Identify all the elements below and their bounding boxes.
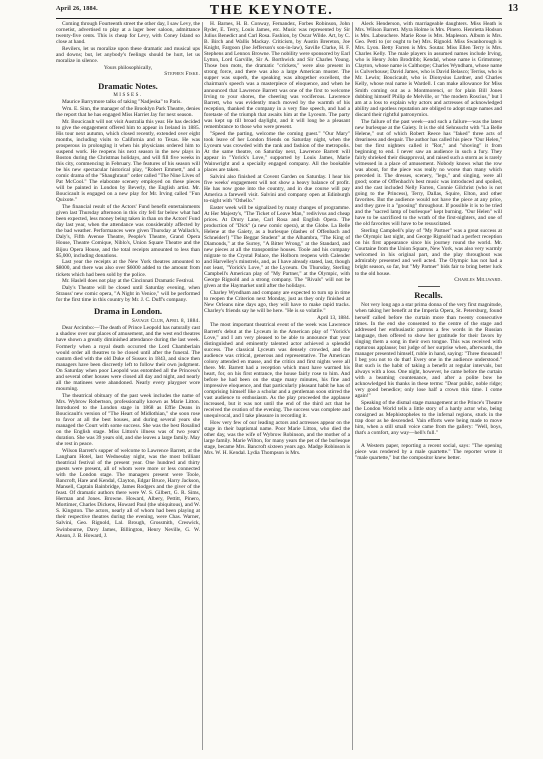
recalls-body	[355, 302, 502, 399]
separator	[418, 286, 440, 287]
article-paragraph: Wm. E. Sinn, the manager of the Brooklyn Park Theatre, denies the report that he has engaged Miss Harriet Jay for next season.	[56, 105, 200, 118]
article-paragraph: Not very long ago a star prima donna of the very first magnitude, when taking her benefit at the Imperia Opera, St. Petersburg, found herself called before the curtain more than twenty consecutive times. In the end she consented to the centre of the stage and addressed her enthusiastic patrons a few words in the Russian language, then offered to show her gratitude for their favors by singing them a song in their own tongue. This was received with rapturous applause; but judge of her surprise when, afterwards, the manager presented himself, ruble in hand, saying: "Three thousand! I beg you not to do that! Every one in the audience understood." But such is the habit of taking a benefit at regular intervals, but always with a loss. One night, however, he came before the curtain with a beaming countenance, and after a polite bow he acknowledged his thanks in these terms: "Dear public, noble ridge; very good benedice; only lose half a crown this time. I come again!"	[355, 302, 502, 400]
article-paragraph: The failure of the past week—and such a failure—was the latest new burlesque at the Gaiety. It is the old Sehnsucht with "La Belle Helene," out of which Robert Reece has "faked" three acts of dreariness and despair. The author has called his piece "Our Helen," but the first nighters called it "Rot," and "shoving" it from beginning to end. I never saw an audience in such a fury. They fairly shrieked their disapproval, and raised such a storm as is rarely witnessed in a place of amusement. Nobody knows what the row was about, for the piece was really no worse than many which preceded it. The dresses, scenery, "legs," and singing, were all good; some of Offenbach's best music was introduced and spoiled, and the cast included Nelly Farren, Connie Gilchrist (who is not going to the Princess), Terry, Dallas, Squire, Elton, and other favorites. But the audience would not have the piece at any price, and they gave it a "goosing" throughout. If possible it is to be tried and the "sacred lamp of burlesque" kept burning. "Our Helen" will have to be sacrificed to the wrath of the first-nighters, and one of the old favorites will have to be resuscitated.	[355, 118, 502, 228]
drama-in-london-continued	[204, 21, 350, 314]
column-3	[355, 21, 502, 752]
column-divider	[202, 22, 203, 750]
drama-in-london-continued-3	[355, 21, 502, 277]
section-subheading: MISSES.	[113, 92, 143, 98]
column-divider	[352, 22, 353, 750]
article-paragraph: Salvini also finished at Covent Garden on Saturday. I hear his five weeks' engagement will not show a heavy balance of profit. He has now gone into the country, and in due course will pay America a farewell visit. Salvini and company open at Edinburgh to-night with "Othello."	[204, 173, 350, 204]
article-paragraph: Charley Wyndham and company are expected to turn up in time to reopen the Criterion next Monday, just as they only finished at New Orleans nine days ago, they will have to make rapid tracks. Charley's friends say he will be here. "He is so volatile."	[204, 290, 350, 315]
section-heading-recalls: Recalls.	[414, 290, 443, 301]
separator	[418, 439, 440, 440]
article-paragraph: Last year the receipts at the New York theatres amounted to $8000, and there was also over $6000 added to the amount from tickets which had been sold by the police.	[56, 259, 200, 278]
article-paragraph: Sterling Campbell's play of "My Partner" was a great success at the Olympic last night, and George Rignold had a perfect reception on his first appearance since his journey round the world. Mr. Courtaine from the Union Square, New York, was also very warmly welcomed in his original part, and the play throughout was admirably presented and well acted. The Olympic has not had a bright season, so far, but "My Partner" bids fair to bring better luck to the old house.	[355, 228, 502, 277]
article-paragraph: Maurice Barrymore talks of taking "Nadjeska" to Paris.	[62, 99, 182, 106]
signature: Charles Millward.	[454, 277, 502, 284]
letter-dateline: Savage Club, April 8, 1884.	[131, 318, 200, 325]
article-paragraph: Mr. Boucicault will not visit Australia this year. He has decided to give the engagement offered him to appear in Ireland in 1885. His tour next autumn, which closed recently, extended over eight months, including visits to California and to Texas. He was prosperous in prolonging it when his physicians ordered him to suspend work. He reopens his next season in the new plays in Boston during the Christmas holidays, and will fill five weeks in this city, commencing in February. The features of his season will be his new spectacular historical play, "Robert Emmett," and a comic drama of the "Shaughraun" order called "The Nine Lives of Pat McCool." The elaborate scenery employed on these pieces will be painted in London by Beverly, the English artist. Mr. Boucicault is engaged on a new play for Mr. Irving called "Fun Quixote."	[56, 118, 200, 204]
article-paragraph: Daly's Theatre will be closed until Saturday evening, when Strauss' new comic opera, "A Night in Venice," will be performed for the first time in this country by Mr. J. C. Duff's company.	[56, 285, 200, 304]
article-paragraph: Speaking of the dismal stage management at the Prince's Theatre the London World tells a little story of a hardy actor who, being consigned as Mephistopheles to the infernal regions, stuck in the trap door as he descended. Vain efforts were being made to move him, when a still small voice came from the gallery: "Well, boys, that's a comfort, any way—hell's full."	[355, 399, 502, 437]
drama-in-london-body	[56, 325, 200, 538]
article-paragraph: Coming through Fourteenth street the other day, I saw Levy, the cornetist, advertised to play at a lager beer saloon, admittance twenty-five cents. This is cheap for Levy, with Coney Island so close at hand.	[56, 21, 200, 46]
page-number: 13	[508, 3, 518, 14]
article-paragraph: How very few of our leading actors and actresses appear on the stage in their baptismal name. Poor Marie Litton, who died the other day, was the wife of Wybrow Robinson, and the mother of a large family. Marie Wilton, for many years the pet of the burlesque stage, became Mrs. Bancroft sixteen years ago. Madge Robinson is Mrs. W. H. Kendal. Lydia Thompson is Mrs.	[204, 420, 350, 457]
article-paragraph: Aleck Henderson, with marriageable daughters. Miss Heath is Mrs. Wilson Barrett. Myra Holme is Mrs. Pinero. Henrietta Hodson is Mrs. Labouchere. Marie Rose is Mrs. Mapleson. Album is Mrs. Geo. Petti to (or ought to be) Mrs. Rignold. Miss Swanborough is Mrs. Lyon. Betty Farren is Mrs. Soutar. Miss Ellen Terry is Mrs. Charles Kelly. The male players in assumed names include Irving, who is Henry John Brodribb; Kendal, whose name is Grimstone; Clayton, whose name is Calthorpe; Charles Wyndham, whose name is Culverhouse; David James, who is David Belasco; Terriss, who is Mr. Lewin; Boucicault, who is Dionysius Lardner, and Charles Kelly, whose real name is Wardell. I can make allowance for Miss Smith coming out as a Montmorenci, or for plain Bill Jones dubbing himself Philip de Melville, or "the modern Roscius," but I am at a loss to explain why actors and actresses of acknowledged ability and spotless reputation are obliged to adopt stage names and discard their rightful patronymics.	[355, 21, 502, 118]
article-paragraph: Dear Arcimbo:—The death of Prince Leopold has naturally cast a shadow over our places of amusement, and the west end theatres have shown a greatly diminished attendance during the last week. Formerly when a royal death occurred the Lord Chamberlain would order all theatres to be closed until after the funeral. The custom died with the old Duke of Sussex in 1843, and since then managers have been discreetly left to follow their own judgment. On Saturday when poor Leopold was entombed all the Princess's and several other houses were closed all day and night, and nearly all the matinees were abandoned. Nearly every playgoer wore mourning.	[56, 325, 200, 392]
section-heading-dramatic-notes: Dramatic Notes.	[98, 80, 158, 91]
dramatic-notes-list	[56, 99, 200, 303]
signature: Stephen Fiske.	[164, 71, 200, 78]
article-paragraph: Revilers, let us moralize upon these dramatic and musical ups and downs; but, let anybody's feelings should be hurt, let us moralize in silence.	[56, 45, 200, 65]
letter-dateline: April 13, 1884.	[317, 315, 350, 322]
article-paragraph: The theatrical obituary of the past week includes the name of Mrs. Wybrow Robertson, professionally known as Marie Litton. Introduced to the London stage in 1868 as Effie Deans in Boucicault's version of "The Heart of Midlothian," she soon rose to favor at all the best houses, and during several years she managed the Court with some success. She was the best Rosalind on the English stage. Miss Litton's illness was of two years' duration. She was 39 years old, and she leaves a large family. May she rest in peace.	[56, 392, 200, 448]
section-heading-drama-in-london: Drama in London.	[93, 306, 163, 317]
article-paragraph: H. Barnes, H. B. Conway, Fernandez, Forbes Robinson, John Ryder, E. Terry, Louis James, etc. Music was represented by Sir Julius Benedict and Carl Rosa. Fashion, by Oscar Wilde. Art, by C. B. Birch and Wallis Mackay. Criticism, by Austin Brereton, Joe Knight, Fargoon (Joe Jefferson's son-in-law), Saville Clarke, H. F. Stephens and Lennox Browne. The nobility were sponsored by Earl Lytton, Lord Garville, Sir A. Borthwick and Sir Charles Young. Those bon mots, the dramatic "crickets," were also present in strong force, and there was also a large American muster. The supper was superb, the speaking was altogether excellent, the chairman's speech was a masterpiece of eloquence, and when he announced that Lawrence Barrett was one of the first to welcome Irving to your shores, the cheering was vociferous. Lawrence Barrett, who was evidently much moved by the warmth of his reception, thanked the company in a very fine speech, and had a foretaste of the triumph that awaits him at the Lyceum. The party was kept up till broad daylight, and it will long be a pleasant remembrance to those who were present.	[204, 21, 350, 130]
article-paragraph: A Western paper, reporting a recent social, says: "The opening piece was rendered by a male quartette." The reporter wrote it "male quartette," but the compositor knew better.	[355, 443, 502, 462]
article-paragraph: The most important theatrical event of the week was Lawrence Barrett's debut at the Lyceum in the American play of "Yorick's Love," and I am very pleased to be able to announce that your distinguished and eminently talented actor achieved a splendid success. The classical Lyceum was densely crowded, and the audience was critical, generous and representative. The American colony attended en masse, and the critics and first nights were all there. Mr. Barrett had a reception which must have warmed his heart, for, on his first entrance, the house fairly rose to him. And before he had been on the stage many minutes, his fine and impressive eloquence, and that particularly pleasant habit he has of comprising himself like a scholar and a gentleman soon stirred the vast audience to enthusiasm. As the play proceeded the applause increased, but it was not until the end of the third act that he received the ovation of the evening. The success was complete and unequivocal, and I take pleasure in recording it.	[204, 322, 350, 420]
article-paragraph: "Speed the parting, welcome the coming guest." "Our Mary" took leave of her London friends on Saturday night, when the Lyceum was crowded with the rank and fashion of the metropolis. At the same theatre, on Saturday next, Lawrence Barrett will appear in "Yorick's Love," supported by Louis James, Marie Wainwright and a specially engaged company. All the bookable places are taken.	[204, 130, 350, 173]
header-rule	[56, 18, 502, 19]
drama-in-london-continued-2	[204, 322, 350, 456]
column-2	[204, 21, 350, 752]
masthead-title: THE KEYNOTE.	[209, 3, 334, 18]
article-paragraph: Easter week will be signalized by many changes of programme. At Her Majesty's, "The Ticket of Leave Man," redivivus and cheap prices. At Drury Lane, Carl Rosa and English Opera. The production of "Dick" (a new comic opera), at the Globe. La Belle Helene at the Gaiety, as a burlesque (dashes of Offenbach and Schneider!) "The Beggar Student" at the Alhambra, "The King of Diamonds," at the Surrey, "A Bitter Wrong," at the Standard, and new pieces at all the transpontine houses. Toole and his company migrate to the Crystal Palace, the Holborn reopens with Calender and Harvelley's minstrels, and, as I have already stated, last, though not least, "Yorick's Love," at the Lyceum. On Thursday, Sterling Campbell's American play of "My Partner," at the Olympic, with George Rignold and a strong company. The "Rivals" will not be given at the Haymarket until after the holidays.	[204, 204, 350, 290]
article-paragraph: The financial result of the Actors' Fund benefit entertainments given last Thursday afternoon in this city fell far below what had been expected, less money being taken in than on the Actors' Fund day last year, when the attendance was considerably affected by the bad weather. Performances were given Thursday at Wallack's, Daly's, Fifth Avenue Theatre, People's Theatre, Grand Opera House, Theatre Comique, Niblo's, Union Square Theatre and the Bijou Opera House, and the total receipts amounted to less than $5,000, including donations.	[56, 204, 200, 259]
closing-line: Yours philosophically,	[103, 64, 153, 71]
column-1	[56, 21, 200, 752]
issue-date: April 26, 1884.	[56, 5, 98, 12]
article-paragraph: Wilson Barrett's supper of welcome to Lawrence Barrett, at the Langham Hotel, last Wednesday night, was the most brilliant theatrical festival of the present year. One hundred and thirty guests were present, all of whom were more or less connected with the London stage. The managers present were Toole, Bancroft, Hare and Kendal, Clayton, Edgar Bruce, Harry Jackson, Mansell, Captain Bainbridge, James Rodgers and the giver of the feast. Of dramatic authors there were W. S. Gilbert, G. R. Sims, Herman and Jones. Browne. Howard, Albery, Pettitt, Pinero, Mortimer, Charles Dickens, Howard Paul (the ubiquitous), and W. S. Kingston. The actors, nearly all of whom had been playing at their respective theatres during the evening, were Chas. Warner, Salvini, Geo. Rignold, Lal. Brough, Grossmith, Creswick, Swinbourne, Davy James, Billington, Henry Neville, G. W. Anson, J. B. Howard, J.	[56, 447, 200, 539]
article-paragraph: Mr. Haslell does not play at the Cincinnati Dramatic Festival.	[62, 278, 195, 285]
